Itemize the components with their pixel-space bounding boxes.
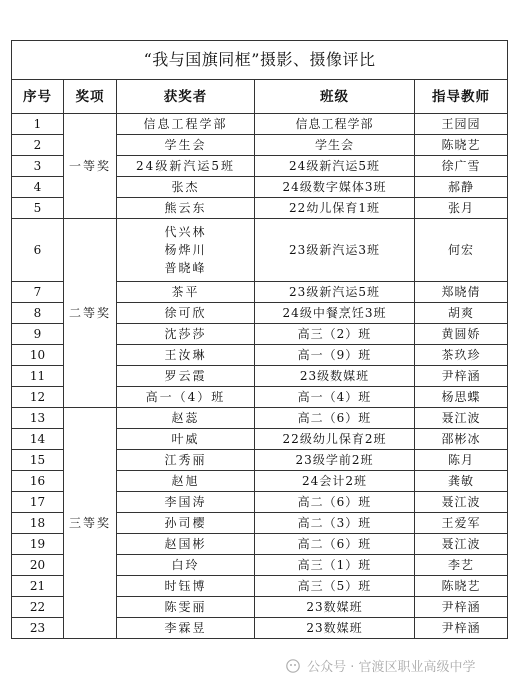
header-number: 序号 (12, 80, 64, 114)
teacher-name: 龚敏 (415, 471, 508, 492)
class-name: 高二（6）班 (255, 408, 415, 429)
class-name: 23级学前2班 (255, 450, 415, 471)
row-number: 6 (12, 219, 64, 282)
winner-name: 茶平 (171, 285, 200, 299)
class-name: 24级数字媒体3班 (255, 177, 415, 198)
winner-name: 赵旭 (171, 474, 200, 488)
winner-name: 赵国彬 (164, 537, 207, 551)
teacher-name: 徐广雪 (415, 156, 508, 177)
winner-cell (117, 156, 255, 177)
class-name: 23数媒班 (255, 618, 415, 639)
winner-cell (117, 324, 255, 345)
row-number: 22 (12, 597, 64, 618)
teacher-name: 郑晓倩 (415, 282, 508, 303)
row-number: 4 (12, 177, 64, 198)
winner-cell (117, 282, 255, 303)
winner-cell (117, 387, 255, 408)
row-number: 9 (12, 324, 64, 345)
teacher-name: 尹梓涵 (415, 618, 508, 639)
class-name: 24级新汽运5班 (255, 156, 415, 177)
class-name: 高二（3）班 (255, 513, 415, 534)
teacher-name: 王爱军 (415, 513, 508, 534)
teacher-name: 陈晓艺 (415, 135, 508, 156)
header-award: 奖项 (64, 80, 117, 114)
row-number: 10 (12, 345, 64, 366)
class-name: 高三（2）班 (255, 324, 415, 345)
class-name: 信息工程学部 (255, 114, 415, 135)
award-level: 一等奖 (64, 114, 117, 219)
teacher-name: 聂江波 (415, 492, 508, 513)
teacher-name: 聂江波 (415, 408, 508, 429)
teacher-name: 胡爽 (415, 303, 508, 324)
winner-name: 陈雯丽 (164, 600, 207, 614)
winner-name: 王汝琳 (164, 348, 207, 362)
award-rows (12, 114, 508, 639)
winner-name: 徐可欣 (164, 306, 207, 320)
winner-name: 江秀丽 (164, 453, 207, 467)
row-number: 13 (12, 408, 64, 429)
row-number: 8 (12, 303, 64, 324)
teacher-name: 李艺 (415, 555, 508, 576)
winner-name: 学生会 (164, 138, 207, 152)
wechat-official-account-icon (286, 659, 300, 673)
class-name: 高三（1）班 (255, 555, 415, 576)
watermark (286, 656, 476, 675)
winner-cell (117, 177, 255, 198)
winner-cell (117, 471, 255, 492)
teacher-name: 聂江波 (415, 534, 508, 555)
winner-name: 李国涛 (164, 495, 207, 509)
winner-cell (117, 114, 255, 135)
winner-name: 叶威 (171, 432, 200, 446)
class-name: 23级新汽运3班 (255, 219, 415, 282)
class-name: 23级新汽运5班 (255, 282, 415, 303)
row-number: 7 (12, 282, 64, 303)
row-number: 1 (12, 114, 64, 135)
winner-name: 高一（4）班 (145, 390, 226, 404)
award-document (11, 40, 508, 639)
row-number: 3 (12, 156, 64, 177)
winner-name: 沈莎莎 (164, 327, 207, 341)
row-number: 2 (12, 135, 64, 156)
row-number: 15 (12, 450, 64, 471)
winner-cell (117, 303, 255, 324)
teacher-name: 陈月 (415, 450, 508, 471)
table-row (12, 114, 508, 135)
class-name: 高三（5）班 (255, 576, 415, 597)
class-name: 24级中餐烹饪3班 (255, 303, 415, 324)
award-level: 三等奖 (64, 408, 117, 639)
class-name: 23数媒班 (255, 597, 415, 618)
row-number: 18 (12, 513, 64, 534)
winner-cell (117, 534, 255, 555)
table-row (12, 408, 508, 429)
winner-name: 熊云东 (164, 201, 207, 215)
row-number: 21 (12, 576, 64, 597)
teacher-name: 张月 (415, 198, 508, 219)
winner-cell (117, 198, 255, 219)
winner-name: 杨烨川 (164, 243, 207, 257)
class-name: 22级幼儿保育2班 (255, 429, 415, 450)
winner-cell (117, 492, 255, 513)
winner-cell (117, 135, 255, 156)
winner-name: 普晓峰 (164, 261, 207, 275)
teacher-name: 茶玖珍 (415, 345, 508, 366)
winner-cell (117, 450, 255, 471)
class-name: 学生会 (255, 135, 415, 156)
row-number: 5 (12, 198, 64, 219)
header-class: 班级 (255, 80, 415, 114)
teacher-name: 何宏 (415, 219, 508, 282)
class-name: 24会计2班 (255, 471, 415, 492)
winner-cell (117, 345, 255, 366)
winner-cell (117, 576, 255, 597)
winner-name: 代兴林 (164, 225, 207, 239)
class-name: 高一（4）班 (255, 387, 415, 408)
row-number: 23 (12, 618, 64, 639)
winner-name: 罗云霞 (164, 369, 207, 383)
table-title: “我与国旗同框”摄影、摄像评比 (12, 41, 508, 80)
row-number: 19 (12, 534, 64, 555)
award-table (11, 40, 508, 639)
teacher-name: 黄圆娇 (415, 324, 508, 345)
winner-cell (117, 219, 255, 282)
teacher-name: 尹梓涵 (415, 366, 508, 387)
teacher-name: 陈晓艺 (415, 576, 508, 597)
winner-name: 信息工程学部 (143, 117, 228, 131)
award-level: 二等奖 (64, 219, 117, 408)
winner-name: 张杰 (171, 180, 200, 194)
header-row (12, 80, 508, 114)
watermark-text: 公众号 · 官渡区职业高级中学 (307, 660, 476, 675)
winner-name: 时钰博 (164, 579, 207, 593)
row-number: 12 (12, 387, 64, 408)
teacher-name: 邵彬冰 (415, 429, 508, 450)
class-name: 高二（6）班 (255, 492, 415, 513)
winner-name: 李霖昱 (164, 621, 207, 635)
teacher-name: 王园园 (415, 114, 508, 135)
winner-cell (117, 429, 255, 450)
header-winner: 获奖者 (117, 80, 255, 114)
row-number: 17 (12, 492, 64, 513)
row-number: 11 (12, 366, 64, 387)
winner-cell (117, 555, 255, 576)
row-number: 14 (12, 429, 64, 450)
winner-cell (117, 408, 255, 429)
table-row (12, 219, 508, 282)
winner-name: 24级新汽运5班 (136, 159, 235, 173)
class-name: 高二（6）班 (255, 534, 415, 555)
winner-cell (117, 597, 255, 618)
winner-name: 白玲 (171, 558, 200, 572)
winner-cell (117, 366, 255, 387)
class-name: 高一（9）班 (255, 345, 415, 366)
winner-cell (117, 513, 255, 534)
header-teacher: 指导教师 (415, 80, 508, 114)
teacher-name: 尹梓涵 (415, 597, 508, 618)
teacher-name: 郝静 (415, 177, 508, 198)
winner-cell (117, 618, 255, 639)
winner-name: 孙司樱 (164, 516, 207, 530)
winner-name: 赵蕊 (171, 411, 200, 425)
row-number: 16 (12, 471, 64, 492)
class-name: 23级数媒班 (255, 366, 415, 387)
row-number: 20 (12, 555, 64, 576)
teacher-name: 杨思蝶 (415, 387, 508, 408)
class-name: 22幼儿保育1班 (255, 198, 415, 219)
